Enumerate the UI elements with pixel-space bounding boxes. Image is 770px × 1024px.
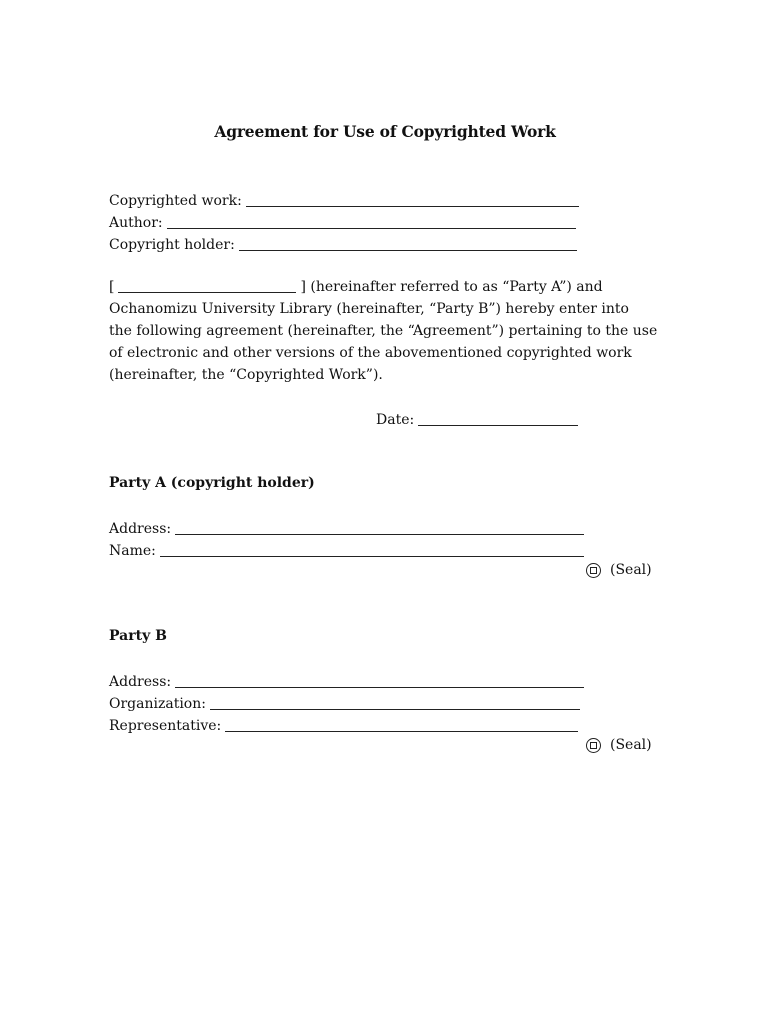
party-b-heading: Party B xyxy=(109,628,167,644)
party-b-address-blank[interactable] xyxy=(175,673,584,688)
party-b-seal xyxy=(586,737,652,753)
party-a-seal xyxy=(586,562,652,578)
party-a-address-blank[interactable] xyxy=(175,520,584,535)
party-b-representative-row xyxy=(109,715,578,734)
copyright-holder-label: Copyright holder: xyxy=(109,237,235,253)
paragraph-line-2: Ochanomizu University Library (hereinafter, “Party B”) hereby enter into xyxy=(109,301,629,317)
document-title: Agreement for Use of Copyrighted Work xyxy=(214,122,556,141)
paragraph-line-5: (hereinafter, the “Copyrighted Work”). xyxy=(109,367,383,383)
party-a-name-field-blank[interactable] xyxy=(160,542,584,557)
party-a-name-row xyxy=(109,540,584,559)
party-b-organization-blank[interactable] xyxy=(210,695,580,710)
paragraph-line-1-text: ] (hereinafter referred to as “Party A”) and xyxy=(300,279,603,295)
author-label: Author: xyxy=(109,215,163,231)
party-b-address-label: Address: xyxy=(109,674,172,690)
date-label: Date: xyxy=(376,412,415,428)
paragraph-line-4: of electronic and other versions of the abovementioned copyrighted work xyxy=(109,345,632,361)
copyright-holder-row xyxy=(109,234,577,253)
date-row xyxy=(376,409,578,428)
paragraph-line-1 xyxy=(109,276,669,298)
copyrighted-work-label: Copyrighted work: xyxy=(109,193,242,209)
party-a-address-label: Address: xyxy=(109,521,172,537)
seal-icon xyxy=(586,738,601,753)
copyrighted-work-blank[interactable] xyxy=(246,192,579,207)
party-a-name-label: Name: xyxy=(109,543,156,559)
party-b-representative-label: Representative: xyxy=(109,718,222,734)
author-blank[interactable] xyxy=(167,214,576,229)
party-b-seal-label: (Seal) xyxy=(610,737,652,753)
party-a-heading: Party A (copyright holder) xyxy=(109,475,315,491)
author-row xyxy=(109,212,576,231)
party-b-representative-blank[interactable] xyxy=(225,717,578,732)
paragraph-line-3: the following agreement (hereinafter, the “Agreement”) pertaining to the use xyxy=(109,323,658,339)
party-a-name-blank[interactable] xyxy=(118,278,296,293)
copyrighted-work-row xyxy=(109,190,579,209)
party-b-address-row xyxy=(109,671,584,690)
party-a-seal-label: (Seal) xyxy=(610,562,652,578)
agreement-paragraph xyxy=(109,276,669,386)
copyright-holder-blank[interactable] xyxy=(239,236,577,251)
seal-icon xyxy=(586,563,601,578)
open-bracket: [ xyxy=(109,279,115,295)
party-b-organization-label: Organization: xyxy=(109,696,206,712)
party-a-address-row xyxy=(109,518,584,537)
date-blank[interactable] xyxy=(418,411,578,426)
party-b-organization-row xyxy=(109,693,580,712)
